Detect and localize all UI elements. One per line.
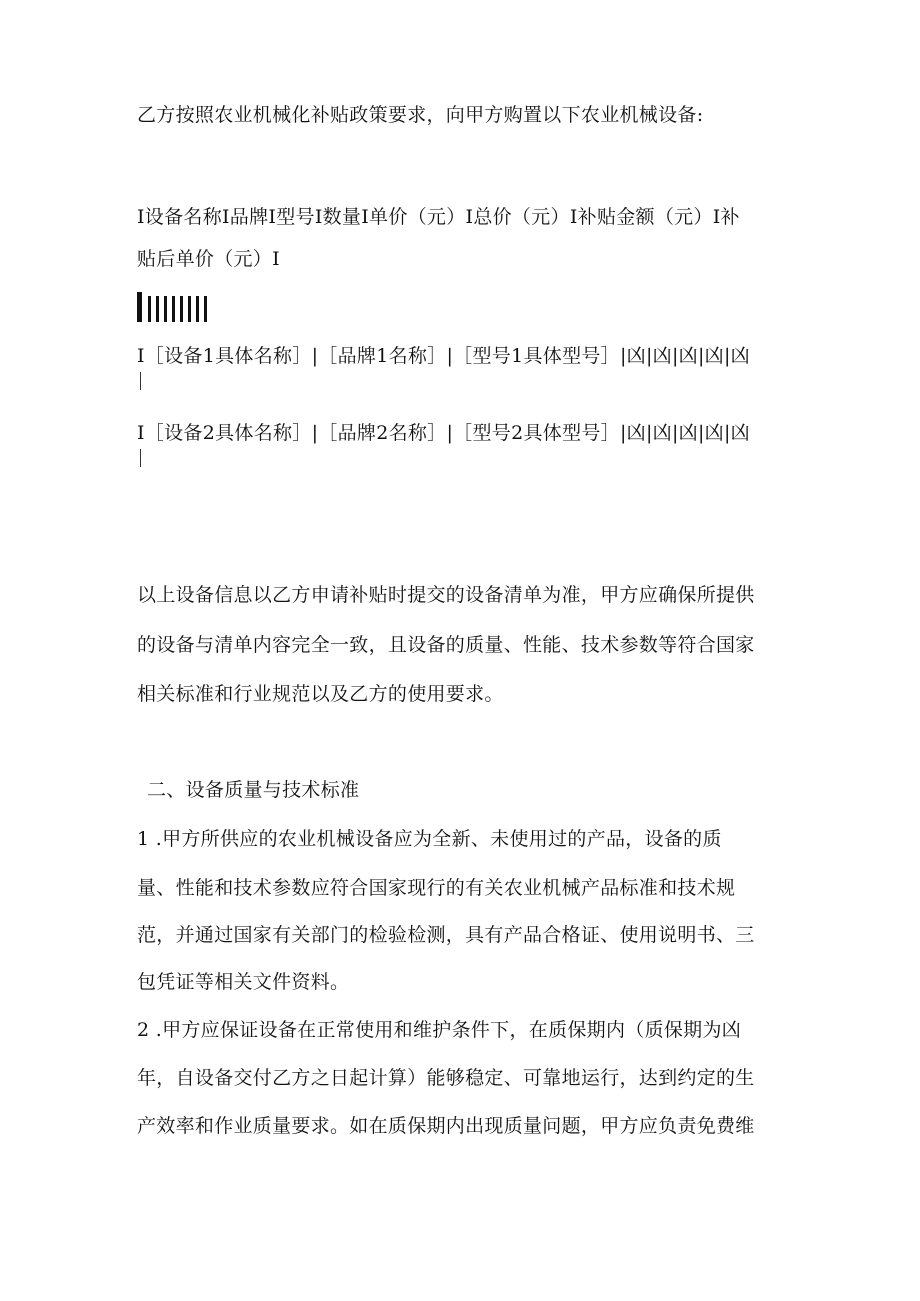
separator-bar: [204, 296, 207, 322]
clause-1-line-1: 1 .甲方所供应的农业机械设备应为全新、未使用过的产品，设备的质: [137, 828, 722, 850]
table-row-1: I［设备1具体名称］|［品牌1名称］|［型号1具体型号］|凶|凶|凶|凶|凶: [137, 345, 750, 367]
separator-bar: [180, 296, 183, 322]
clause-1-line-3: 范，并通过国家有关部门的检验检测，具有产品合格证、使用说明书、三: [137, 924, 755, 946]
section-title: 二、设备质量与技术标准: [147, 779, 360, 801]
intro-paragraph: 乙方按照农业机械化补贴政策要求，向甲方购置以下农业机械设备:: [137, 104, 704, 126]
separator-bar: [148, 296, 151, 322]
clause-1-line-2: 量、性能和技术参数应符合国家现行的有关农业机械产品标准和技术规: [137, 877, 736, 899]
separator-bar: [172, 296, 175, 322]
table-separator-bars: [137, 292, 212, 322]
separator-bar: [164, 296, 167, 322]
clause-2-line-1: 2 .甲方应保证设备在正常使用和维护条件下，在质保期内（质保期为凶: [137, 1019, 742, 1041]
note-line-2: 的设备与清单内容完全一致，且设备的质量、性能、技术参数等符合国家: [137, 634, 755, 656]
separator-bar: [196, 296, 199, 322]
clause-2-line-2: 年，自设备交付乙方之日起计算）能够稳定、可靠地运行，达到约定的生: [137, 1067, 755, 1089]
table-header-line-2: 贴后单价（元）I: [137, 248, 280, 270]
table-row-1-trailing-border: [140, 372, 141, 390]
note-line-3: 相关标准和行业规范以及乙方的使用要求。: [137, 683, 504, 705]
table-row-2-trailing-border: [140, 449, 141, 467]
note-line-1: 以上设备信息以乙方申请补贴时提交的设备清单为准，甲方应确保所提供: [137, 584, 755, 606]
separator-bar: [188, 296, 191, 322]
table-header-line-1: I设备名称I品牌I型号I数量I单价（元）I总价（元）I补贴金额（元）I补: [137, 206, 740, 228]
clause-2-line-3: 产效率和作业质量要求。如在质保期内出现质量问题，甲方应负责免费维: [137, 1115, 755, 1137]
table-row-2: I［设备2具体名称］|［品牌2名称］|［型号2具体型号］|凶|凶|凶|凶|凶: [137, 422, 750, 444]
clause-1-line-4: 包凭证等相关文件资料。: [137, 971, 350, 993]
separator-bar: [156, 296, 159, 322]
separator-bar: [137, 292, 142, 322]
